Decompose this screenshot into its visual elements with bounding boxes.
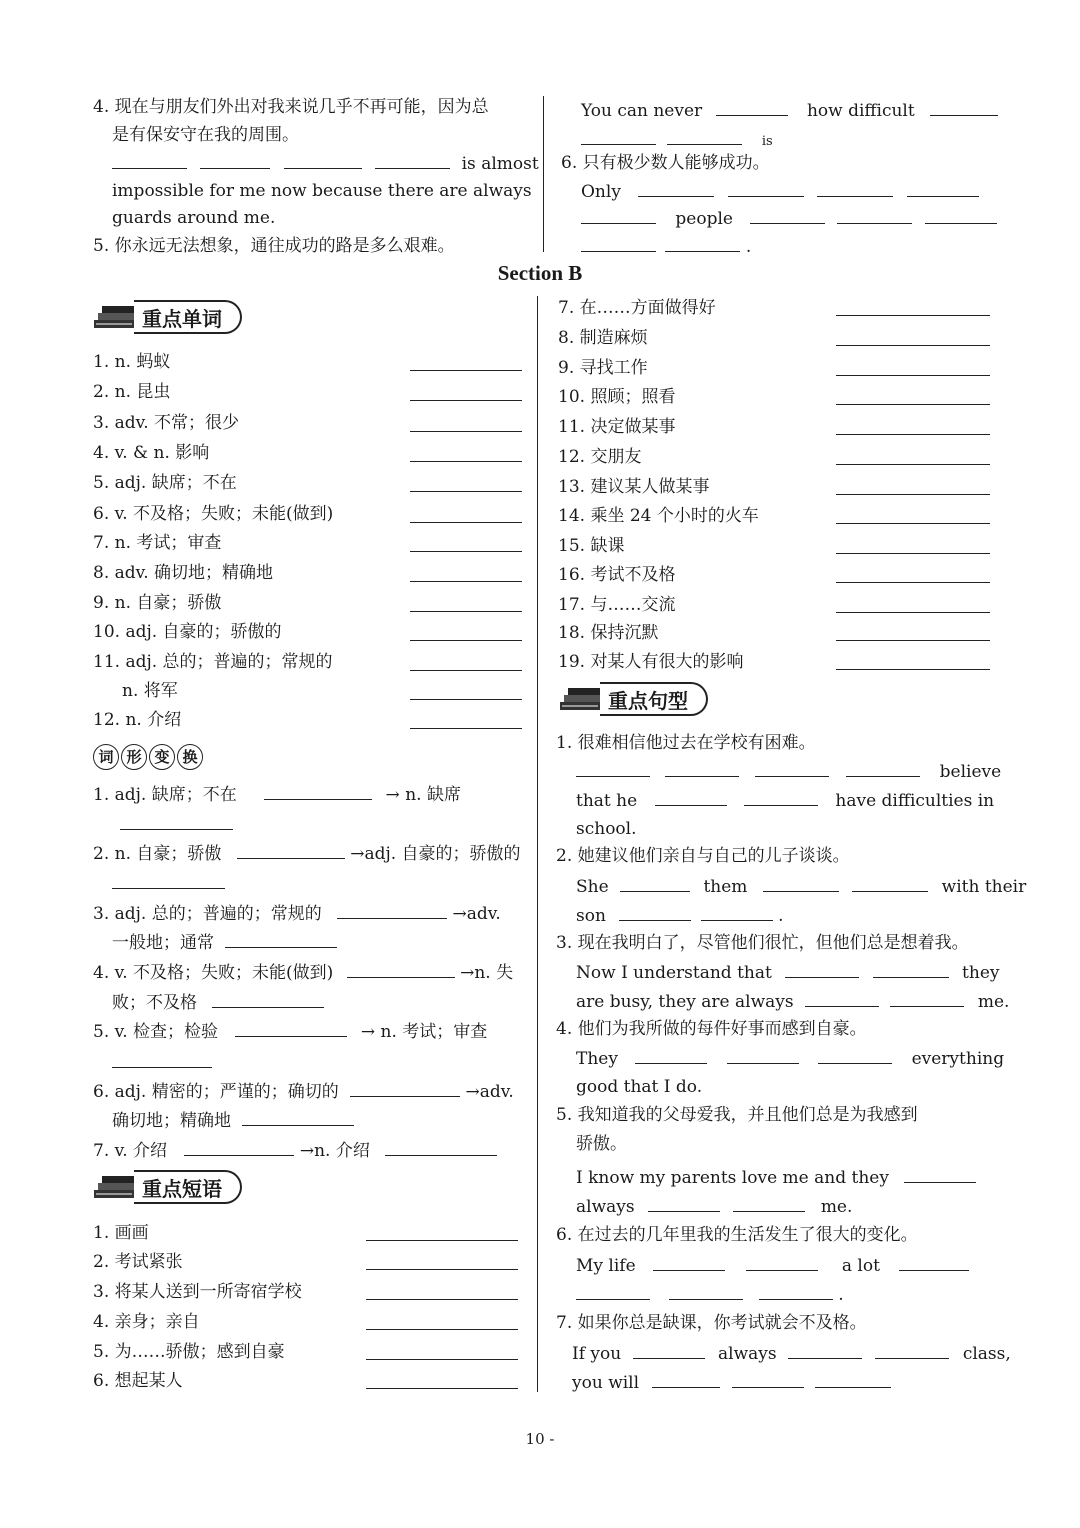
answer-blank[interactable] <box>112 887 225 889</box>
answer-blank[interactable] <box>638 180 714 197</box>
s2-e: . <box>778 906 784 926</box>
phrase-right-item: 15. 缺课 <box>558 536 625 556</box>
answer-blank[interactable] <box>667 128 742 145</box>
answer-blank[interactable] <box>347 961 455 978</box>
answer-blank[interactable] <box>852 875 928 892</box>
wordform-4-c-text: 败；不及格 <box>112 993 197 1013</box>
wordform-heading-char: 换 <box>177 744 203 770</box>
answer-blank[interactable] <box>837 207 912 224</box>
answer-blank[interactable] <box>576 760 650 777</box>
q4-en-1 <box>112 152 539 175</box>
wordform-heading-char: 变 <box>149 744 175 770</box>
vocab-item: 1. n. 蚂蚁 <box>93 352 171 372</box>
s2-en-2 <box>576 904 784 927</box>
s2-c: with their <box>941 877 1027 897</box>
q6-en-2 <box>581 207 997 230</box>
answer-blank[interactable] <box>410 521 522 523</box>
answer-blank[interactable] <box>836 639 990 641</box>
q4-en-3: guards around me. <box>112 208 276 228</box>
q5-en <box>581 99 998 122</box>
phrase-right-item: 9. 寻找工作 <box>558 358 648 378</box>
vocab-heading: 重点单词 <box>134 300 242 334</box>
s5-en-2 <box>576 1195 852 1218</box>
vocab-item: 7. n. 考试；审查 <box>93 533 222 553</box>
answer-blank[interactable] <box>836 611 990 613</box>
sentence-heading-badge <box>558 682 708 716</box>
vocab-item: 8. adv. 确切地；精确地 <box>93 563 274 583</box>
q4-en-tail: is almost <box>461 154 539 174</box>
s5-cn: 5. 我知道我的父母爱我，并且他们总是为我感到 <box>556 1105 918 1125</box>
s1-c: have difficulties in <box>835 791 995 811</box>
s7-en-2 <box>572 1371 891 1394</box>
phrase-right-item: 18. 保持沉默 <box>558 623 659 643</box>
page-number: 10 - <box>525 1430 555 1448</box>
answer-blank[interactable] <box>669 1283 743 1300</box>
answer-blank[interactable] <box>732 1371 804 1388</box>
phrase-right-item: 16. 考试不及格 <box>558 565 676 585</box>
answer-blank[interactable] <box>728 180 804 197</box>
wordform-4-b: →n. 失 <box>460 963 514 983</box>
answer-blank[interactable] <box>836 314 990 316</box>
phrase-right-item: 13. 建议某人做某事 <box>558 477 710 497</box>
answer-blank[interactable] <box>873 961 949 978</box>
s4-cn: 4. 他们为我所做的每件好事而感到自豪。 <box>556 1019 867 1039</box>
books-icon <box>92 302 140 332</box>
s1-a: believe <box>939 762 1002 782</box>
answer-blank[interactable] <box>410 610 522 612</box>
answer-blank[interactable] <box>264 783 372 800</box>
answer-blank[interactable] <box>655 789 727 806</box>
answer-blank[interactable] <box>619 904 691 921</box>
s6-c: . <box>838 1285 844 1305</box>
answer-blank[interactable] <box>716 99 788 116</box>
answer-blank[interactable] <box>750 207 825 224</box>
answer-blank[interactable] <box>733 1195 805 1212</box>
s2-b: them <box>703 877 748 897</box>
q5-cn: 5. 你永远无法想象，通往成功的路是多么艰难。 <box>93 236 455 256</box>
s1-cn: 1. 很难相信他过去在学校有困难。 <box>556 733 816 753</box>
vocab-heading-badge <box>92 300 242 334</box>
answer-blank[interactable] <box>237 842 345 859</box>
answer-blank[interactable] <box>184 1139 294 1156</box>
answer-blank[interactable] <box>375 152 450 169</box>
s3-b: they <box>962 963 1000 983</box>
phrase-left-item: 6. 想起某人 <box>93 1371 183 1391</box>
answer-blank[interactable] <box>805 990 879 1007</box>
answer-blank[interactable] <box>635 1047 707 1064</box>
answer-blank[interactable] <box>744 789 818 806</box>
answer-blank[interactable] <box>925 207 997 224</box>
wordform-5 <box>93 1020 487 1043</box>
vocab-item: n. 将军 <box>122 681 178 701</box>
wordform-3-a: 3. adj. 总的；普遍的；常规的 <box>93 904 322 924</box>
answer-blank[interactable] <box>410 460 522 462</box>
q5-en-c: is <box>761 134 773 149</box>
answer-blank[interactable] <box>581 207 656 224</box>
phrase-right-item: 8. 制造麻烦 <box>558 328 648 348</box>
vocab-item: 11. adj. 总的；普遍的；常规的 <box>93 652 333 672</box>
vocab-item: 9. n. 自豪；骄傲 <box>93 593 222 613</box>
answer-blank[interactable] <box>337 902 447 919</box>
answer-blank[interactable] <box>815 1371 891 1388</box>
answer-blank[interactable] <box>112 152 187 169</box>
answer-blank[interactable] <box>836 668 990 670</box>
s7-b: always <box>718 1344 777 1364</box>
answer-blank[interactable] <box>410 639 522 641</box>
answer-blank[interactable] <box>366 1239 518 1241</box>
wordform-5-b: → n. 考试；审查 <box>360 1022 488 1042</box>
s1-en-1 <box>576 760 1001 783</box>
s2-en-1 <box>576 875 1026 898</box>
wordform-1-a: 1. adj. 缺席；不在 <box>93 785 237 805</box>
answer-blank[interactable] <box>727 1047 799 1064</box>
q5-en-b: how difficult <box>806 101 915 121</box>
s4-b: everything <box>911 1049 1005 1069</box>
answer-blank[interactable] <box>836 403 990 405</box>
answer-blank[interactable] <box>836 581 990 583</box>
sentence-heading: 重点句型 <box>600 682 708 716</box>
answer-blank[interactable] <box>366 1328 518 1330</box>
phrase-left-item: 4. 亲身；亲自 <box>93 1312 200 1332</box>
wordform-heading-char: 词 <box>93 744 119 770</box>
answer-blank[interactable] <box>112 1066 212 1068</box>
phrase-right-item: 12. 交朋友 <box>558 447 642 467</box>
q6-en-b: people <box>675 209 733 229</box>
answer-blank[interactable] <box>907 180 979 197</box>
answer-blank[interactable] <box>212 991 324 1008</box>
s2-d: son <box>576 906 606 926</box>
books-icon <box>558 684 606 714</box>
q6-en <box>581 180 979 203</box>
answer-blank[interactable] <box>899 1254 969 1271</box>
vocab-item: 12. n. 介绍 <box>93 710 182 730</box>
answer-blank[interactable] <box>836 552 990 554</box>
vocab-item: 2. n. 昆虫 <box>93 382 171 402</box>
answer-blank[interactable] <box>410 550 522 552</box>
q6-cn: 6. 只有极少数人能够成功。 <box>561 153 770 173</box>
wordform-2-a: 2. n. 自豪；骄傲 <box>93 844 222 864</box>
s6-a: My life <box>576 1256 636 1276</box>
s1-d: school. <box>576 819 637 839</box>
answer-blank[interactable] <box>759 1283 833 1300</box>
s1-en-2 <box>576 789 994 812</box>
answer-blank[interactable] <box>200 152 270 169</box>
wordform-heading-char: 形 <box>121 744 147 770</box>
s3-d: me. <box>977 992 1010 1012</box>
answer-blank[interactable] <box>846 760 920 777</box>
phrase-right-item: 7. 在……方面做得好 <box>558 298 716 318</box>
wordform-5-a: 5. v. 检查；检验 <box>93 1022 219 1042</box>
wordform-4 <box>93 961 513 984</box>
answer-blank[interactable] <box>284 152 362 169</box>
answer-blank[interactable] <box>930 99 998 116</box>
answer-blank[interactable] <box>665 760 739 777</box>
s7-a: If you <box>572 1344 622 1364</box>
s2-a: She <box>576 877 609 897</box>
vocab-item: 4. v. & n. 影响 <box>93 443 210 463</box>
answer-blank[interactable] <box>875 1342 949 1359</box>
wordform-7-b: →n. 介绍 <box>299 1141 370 1161</box>
answer-blank[interactable] <box>410 669 522 671</box>
answer-blank[interactable] <box>746 1254 818 1271</box>
section-title: Section B <box>497 261 583 285</box>
answer-blank[interactable] <box>350 1080 460 1097</box>
answer-blank[interactable] <box>701 904 773 921</box>
answer-blank[interactable] <box>410 698 522 700</box>
s6-en-1 <box>576 1254 969 1277</box>
s5-cn-2: 骄傲。 <box>576 1134 627 1154</box>
s3-c: are busy, they are always <box>576 992 794 1012</box>
answer-blank[interactable] <box>836 522 990 524</box>
answer-blank[interactable] <box>410 369 522 371</box>
q4-en-2: impossible for me now because there are always <box>112 181 532 201</box>
answer-blank[interactable] <box>818 1047 892 1064</box>
s2-cn: 2. 她建议他们亲自与自己的儿子谈谈。 <box>556 846 850 866</box>
answer-blank[interactable] <box>235 1020 347 1037</box>
column-divider <box>543 96 544 252</box>
wordform-3-b: →adv. <box>452 904 501 924</box>
answer-blank[interactable] <box>581 128 656 145</box>
answer-blank[interactable] <box>410 727 522 729</box>
phrase-right-item: 11. 决定做某事 <box>558 417 676 437</box>
answer-blank[interactable] <box>836 344 990 346</box>
q4-cn-2: 是有保安守在我的周围。 <box>112 125 299 145</box>
s5-en-1 <box>576 1166 976 1189</box>
answer-blank[interactable] <box>763 875 839 892</box>
answer-blank[interactable] <box>366 1298 518 1300</box>
wordform-2-b: →adj. 自豪的；骄傲的 <box>350 844 521 864</box>
wordform-6 <box>93 1080 514 1103</box>
phrase-left-item: 5. 为……骄傲；感到自豪 <box>93 1342 285 1362</box>
answer-blank[interactable] <box>890 990 964 1007</box>
answer-blank[interactable] <box>581 235 656 252</box>
q5-en-2 <box>581 128 773 153</box>
s3-en-1 <box>576 961 1000 984</box>
s7-en-1 <box>572 1342 1011 1365</box>
q6-period: . <box>745 237 752 257</box>
answer-blank[interactable] <box>366 1387 518 1389</box>
s7-c: class, <box>962 1344 1011 1364</box>
vocab-item: 10. adj. 自豪的；骄傲的 <box>93 622 282 642</box>
answer-blank[interactable] <box>242 1109 354 1126</box>
phrase-left-item: 3. 将某人送到一所寄宿学校 <box>93 1282 302 1302</box>
phrase-right-item: 10. 照顾；照看 <box>558 387 676 407</box>
wordform-1 <box>93 783 461 806</box>
q6-en-a: Only <box>581 182 621 202</box>
answer-blank[interactable] <box>633 1342 705 1359</box>
s3-en-2 <box>576 990 1009 1013</box>
books-icon <box>92 1172 140 1202</box>
answer-blank[interactable] <box>410 580 522 582</box>
column-divider <box>537 296 538 1392</box>
s5-a: I know my parents love me and they <box>576 1168 889 1188</box>
wordform-6-b: →adv. <box>465 1082 514 1102</box>
answer-blank[interactable] <box>755 760 829 777</box>
answer-blank[interactable] <box>648 1195 720 1212</box>
s4-en-1 <box>576 1047 1004 1070</box>
s4-c: good that I do. <box>576 1077 703 1097</box>
answer-blank[interactable] <box>120 828 233 830</box>
s3-a: Now I understand that <box>576 963 772 983</box>
wordform-4-c <box>112 991 324 1014</box>
answer-blank[interactable] <box>410 430 522 432</box>
s5-c: me. <box>820 1197 853 1217</box>
phrase-right-item: 14. 乘坐 24 个小时的火车 <box>558 506 759 526</box>
answer-blank[interactable] <box>836 374 990 376</box>
vocab-item: 5. adj. 缺席；不在 <box>93 473 237 493</box>
q5-en-a: You can never <box>581 101 703 121</box>
wordform-heading <box>93 744 205 770</box>
answer-blank[interactable] <box>576 1283 650 1300</box>
answer-blank[interactable] <box>385 1139 497 1156</box>
vocab-item: 6. v. 不及格；失败；未能(做到) <box>93 504 334 524</box>
phrase-left-item: 2. 考试紧张 <box>93 1252 183 1272</box>
answer-blank[interactable] <box>620 875 690 892</box>
answer-blank[interactable] <box>410 399 522 401</box>
wordform-6-c <box>112 1109 354 1132</box>
phrase-heading: 重点短语 <box>134 1170 242 1204</box>
answer-blank[interactable] <box>817 180 893 197</box>
s6-b: a lot <box>841 1256 880 1276</box>
wordform-3-c-text: 一般地；通常 <box>112 933 214 953</box>
wordform-3 <box>93 902 501 925</box>
wordform-4-a: 4. v. 不及格；失败；未能(做到) <box>93 963 334 983</box>
phrase-left-item: 1. 画画 <box>93 1223 149 1243</box>
wordform-6-a: 6. adj. 精密的；严谨的；确切的 <box>93 1082 339 1102</box>
wordform-2 <box>93 842 521 865</box>
answer-blank[interactable] <box>653 1254 725 1271</box>
s7-d: you will <box>572 1373 640 1393</box>
answer-blank[interactable] <box>904 1166 976 1183</box>
answer-blank[interactable] <box>410 490 522 492</box>
wordform-6-c-text: 确切地；精确地 <box>112 1111 231 1131</box>
s7-cn: 7. 如果你总是缺课，你考试就会不及格。 <box>556 1313 867 1333</box>
answer-blank[interactable] <box>366 1268 518 1270</box>
wordform-1-b: → n. 缺席 <box>385 785 461 805</box>
answer-blank[interactable] <box>788 1342 862 1359</box>
s1-b: that he <box>576 791 638 811</box>
phrase-right-item: 19. 对某人有很大的影响 <box>558 652 744 672</box>
answer-blank[interactable] <box>652 1371 720 1388</box>
answer-blank[interactable] <box>366 1358 518 1360</box>
q4-cn: 4. 现在与朋友们外出对我来说几乎不再可能，因为总 <box>93 97 489 117</box>
answer-blank[interactable] <box>836 433 990 435</box>
answer-blank[interactable] <box>836 463 990 465</box>
answer-blank[interactable] <box>665 235 740 252</box>
s6-en-2 <box>576 1283 844 1306</box>
phrase-heading-badge <box>92 1170 242 1204</box>
vocab-item: 3. adv. 不常；很少 <box>93 413 240 433</box>
wordform-7 <box>93 1139 497 1162</box>
s5-b: always <box>576 1197 635 1217</box>
s3-cn: 3. 现在我明白了，尽管他们很忙，但他们总是想着我。 <box>556 933 969 953</box>
answer-blank[interactable] <box>225 931 337 948</box>
s6-cn: 6. 在过去的几年里我的生活发生了很大的变化。 <box>556 1225 918 1245</box>
s4-a: They <box>576 1049 618 1069</box>
answer-blank[interactable] <box>785 961 859 978</box>
q6-en-3 <box>581 235 751 258</box>
wordform-3-c <box>112 931 337 954</box>
phrase-right-item: 17. 与……交流 <box>558 595 676 615</box>
wordform-7-a: 7. v. 介绍 <box>93 1141 168 1161</box>
answer-blank[interactable] <box>836 493 990 495</box>
